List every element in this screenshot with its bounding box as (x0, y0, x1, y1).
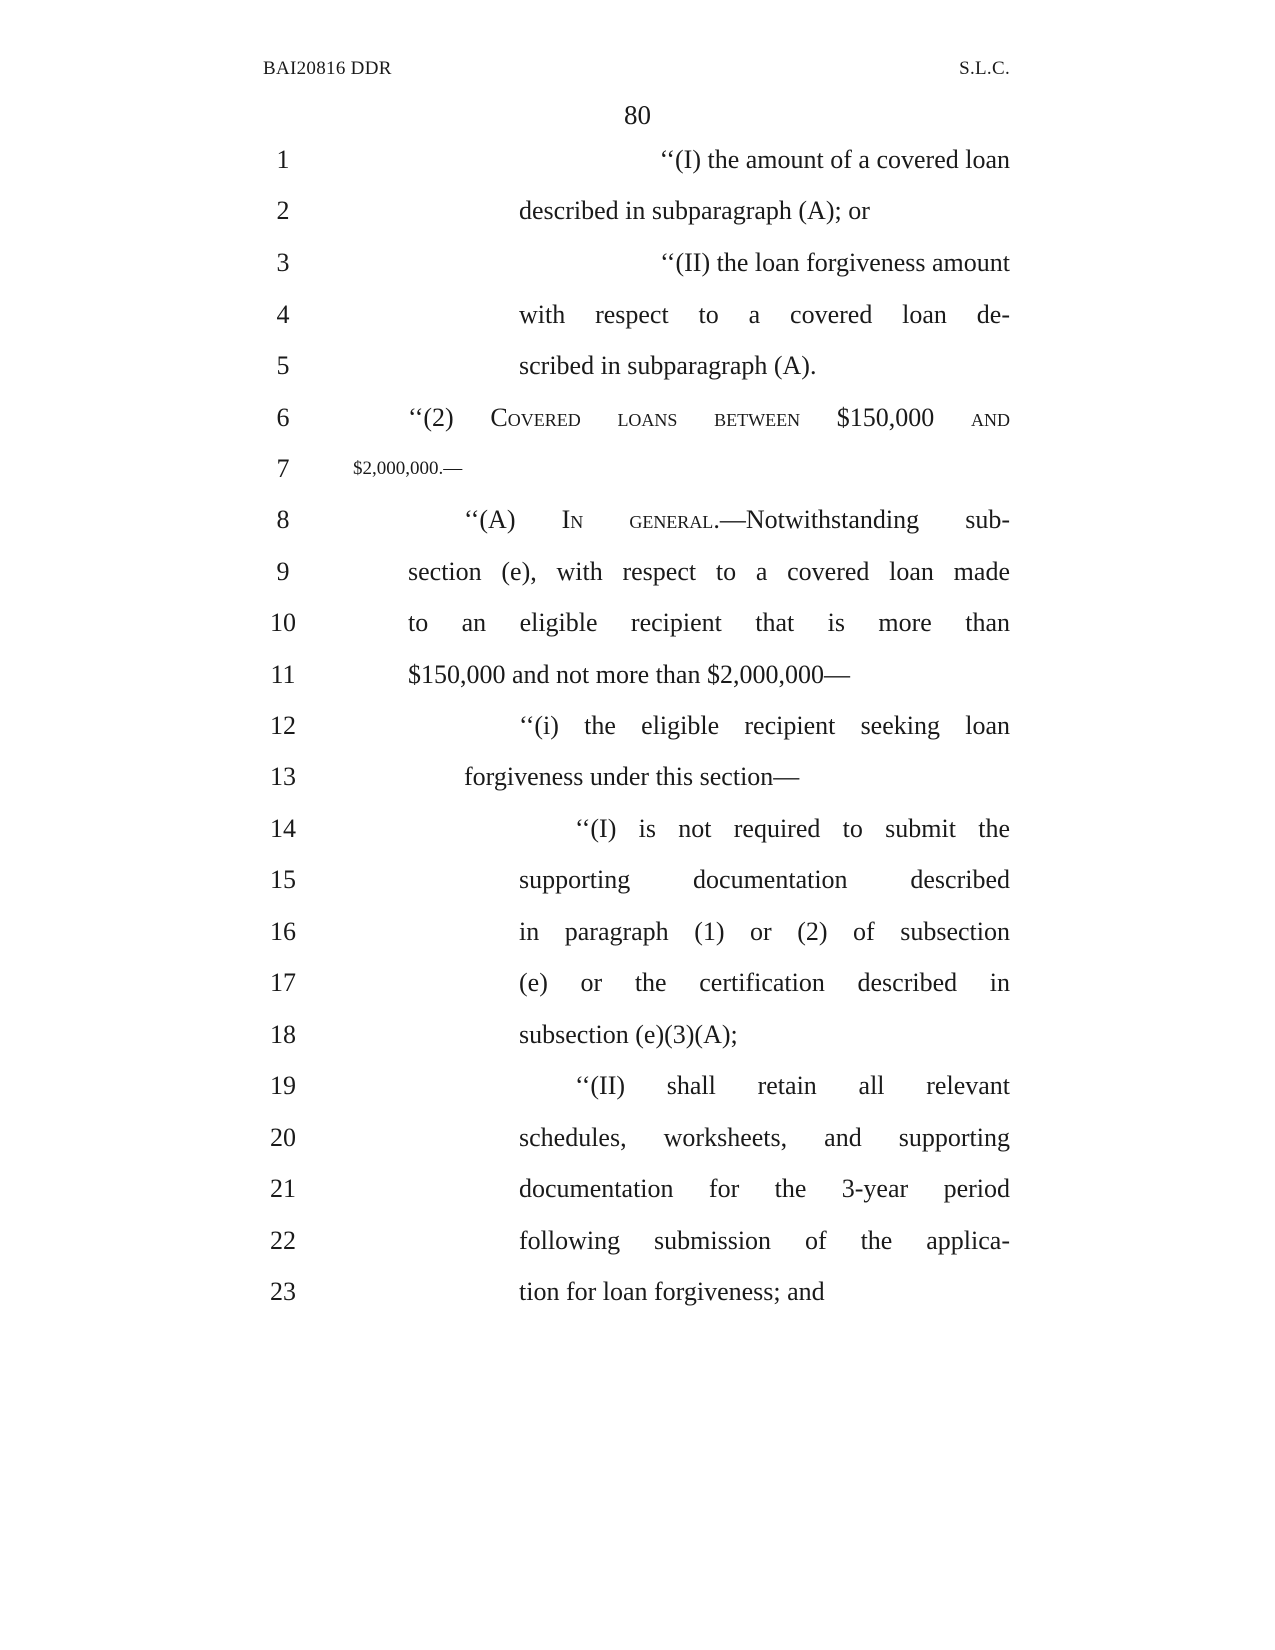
text-line (0, 912, 1275, 952)
line-number: 2 (276, 196, 290, 225)
text-line (0, 603, 1275, 643)
line-number: 18 (270, 1020, 296, 1049)
line-text: section (e), with respect to a covered loan made (408, 557, 1010, 586)
line-text: subsection (e)(3)(A); (519, 1020, 738, 1049)
subparagraph-text: .—Notwithstanding sub- (713, 505, 1011, 534)
page-number: 80 (624, 100, 651, 130)
text-line (0, 1118, 1275, 1158)
line-text: scribed in subparagraph (A). (519, 351, 817, 380)
document-id: BAI20816 DDR (263, 58, 392, 79)
line-number: 14 (270, 814, 296, 843)
line-text: in paragraph (1) or (2) of subsection (519, 917, 1010, 946)
line-text: $150,000 and not more than $2,000,000— (408, 660, 850, 689)
line-number: 19 (270, 1071, 296, 1100)
line-number: 17 (270, 968, 296, 997)
line-number: 12 (270, 711, 296, 740)
line-text: schedules, worksheets, and supporting (519, 1123, 1010, 1152)
line-text: ‘‘(I) the amount of a covered loan (659, 145, 1010, 174)
line-number: 22 (270, 1226, 296, 1255)
text-line (0, 295, 1275, 335)
line-text: forgiveness under this section— (464, 762, 800, 791)
text-line (0, 809, 1275, 849)
document-stamp: S.L.C. (959, 58, 1010, 79)
text-line (0, 1221, 1275, 1261)
line-text (408, 398, 1010, 438)
text-line (0, 191, 1275, 231)
text-line (0, 706, 1275, 746)
text-line (0, 449, 1275, 489)
line-text: supporting documentation described (519, 865, 1010, 894)
paragraph-heading: Covered loans between $150,000 and (490, 403, 1011, 432)
text-line (0, 1066, 1275, 1106)
line-number: 16 (270, 917, 296, 946)
text-line (0, 860, 1275, 900)
text-line (0, 1169, 1275, 1209)
line-text: tion for loan forgiveness; and (519, 1277, 825, 1306)
line-number: 20 (270, 1123, 296, 1152)
line-text: to an eligible recipient that is more than (408, 608, 1010, 637)
line-text: ‘‘(II) shall retain all relevant (575, 1071, 1010, 1100)
line-text: ‘‘(i) the eligible recipient seeking loan (519, 711, 1010, 740)
line-text: with respect to a covered loan de- (519, 300, 1010, 329)
text-line (0, 140, 1275, 180)
line-text (464, 500, 1010, 540)
line-number: 1 (276, 145, 290, 174)
line-number: 4 (276, 300, 290, 329)
paragraph-marker: ‘‘(2) (408, 403, 491, 432)
line-text: ‘‘(I) is not required to submit the (575, 814, 1010, 843)
text-line (0, 1015, 1275, 1055)
line-number: 13 (270, 762, 296, 791)
text-line (0, 552, 1275, 592)
line-text: ‘‘(II) the loan forgiveness amount (660, 248, 1010, 277)
line-number: 3 (276, 248, 290, 277)
line-number: 21 (270, 1174, 296, 1203)
line-text: $2,000,000.— (353, 458, 463, 479)
text-line (0, 243, 1275, 283)
line-number: 5 (276, 351, 290, 380)
text-line (0, 655, 1275, 695)
text-line (0, 963, 1275, 1003)
subparagraph-marker: ‘‘(A) (464, 505, 562, 534)
line-number: 10 (270, 608, 296, 637)
line-number: 6 (276, 403, 290, 432)
subparagraph-heading: In general (561, 505, 714, 534)
line-number: 9 (276, 557, 290, 586)
text-line (0, 757, 1275, 797)
line-number: 7 (276, 454, 290, 483)
line-text: following submission of the applica- (519, 1226, 1010, 1255)
line-number: 23 (270, 1277, 296, 1306)
line-text: (e) or the certification described in (519, 968, 1010, 997)
line-number: 11 (270, 660, 296, 689)
text-line (0, 398, 1275, 438)
text-line (0, 500, 1275, 540)
line-number: 15 (270, 865, 296, 894)
line-text: documentation for the 3-year period (519, 1174, 1010, 1203)
line-number: 8 (276, 505, 290, 534)
line-text: described in subparagraph (A); or (519, 196, 870, 225)
text-line (0, 346, 1275, 386)
text-line (0, 1272, 1275, 1312)
